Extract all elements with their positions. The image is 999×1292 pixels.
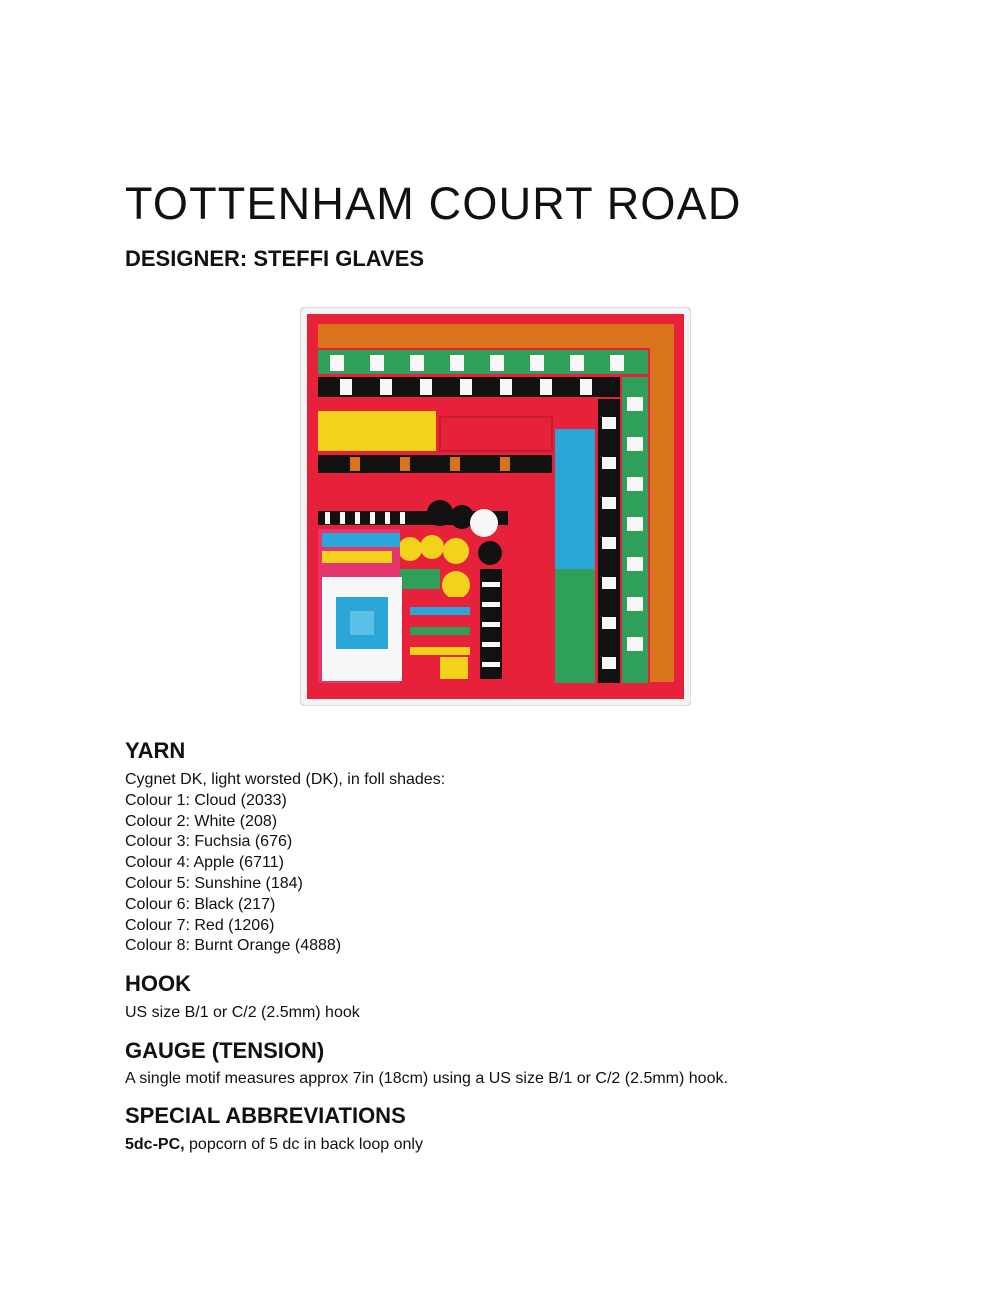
abbreviation-term: 5dc-PC, [125,1136,185,1153]
yarn-colour-3: Colour 3: Fuchsia (676) [125,833,293,851]
yarn-colour-2: Colour 2: White (208) [125,812,278,830]
yarn-colour-list [125,791,445,957]
crochet-motif-photo [300,307,691,706]
abbreviations-heading: SPECIAL ABBREVIATIONS [125,1103,406,1128]
yarn-intro: Cygnet DK, light worsted (DK), in foll shades: [125,771,446,788]
abbreviation-definition: popcorn of 5 dc in back loop only [184,1136,423,1153]
page-title: TOTTENHAM COURT ROAD [125,178,742,229]
gauge-heading: GAUGE (TENSION) [125,1038,325,1063]
yarn-section [125,770,445,957]
yarn-colour-5: Colour 5: Sunshine (184) [125,874,303,892]
yarn-colour-1: Colour 1: Cloud (2033) [125,791,287,809]
designer-credit: DESIGNER: STEFFI GLAVES [125,246,425,271]
yarn-colour-4: Colour 4: Apple (6711) [125,854,284,872]
abbreviation-entry [125,1135,423,1156]
hook-text: US size B/1 or C/2 (2.5mm) hook [125,1004,360,1021]
yarn-colour-8: Colour 8: Burnt Orange (4888) [125,937,342,955]
gauge-text: A single motif measures approx 7in (18cm) using a US size B/1 or C/2 (2.5mm) hook. [125,1070,728,1087]
yarn-colour-7: Colour 7: Red (1206) [125,916,275,934]
yarn-heading: YARN [125,738,186,763]
hook-heading: HOOK [125,971,191,996]
yarn-colour-6: Colour 6: Black (217) [125,895,276,913]
